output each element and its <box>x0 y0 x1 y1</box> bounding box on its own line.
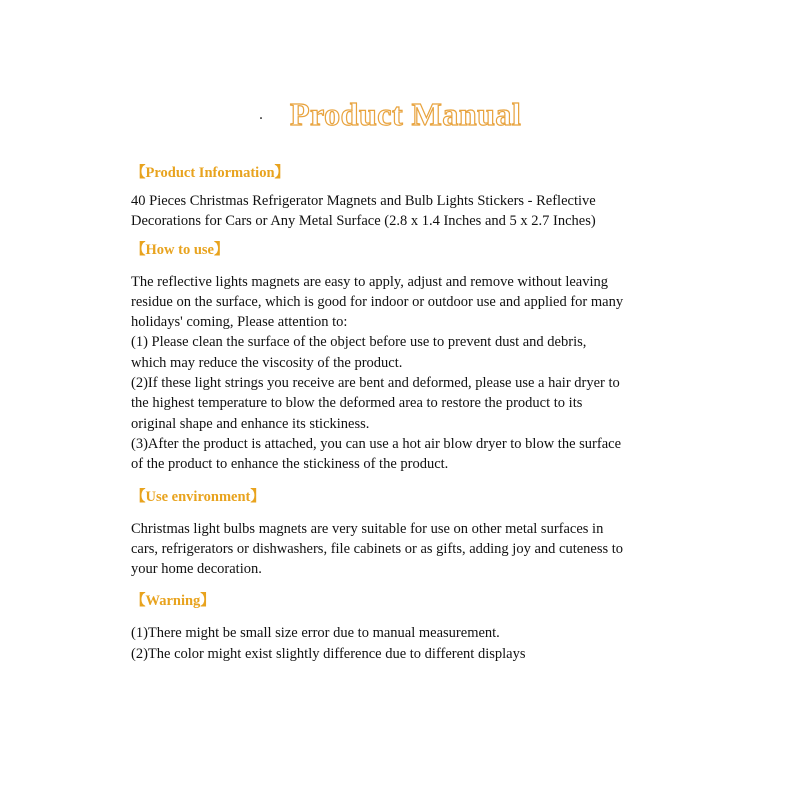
body-line: 40 Pieces Christmas Refrigerator Magnets and Bulb Lights Stickers - Reflective <box>131 193 596 209</box>
manual-content <box>131 163 671 664</box>
section-body-product-information <box>131 191 671 232</box>
body-line: The reflective lights magnets are easy to apply, adjust and remove without leaving <box>131 273 609 290</box>
body-line: (2)If these light strings you receive are bent and deformed, please use a hair dryer to <box>131 375 620 392</box>
body-line: the highest temperature to blow the deformed area to restore the product to its <box>131 395 583 412</box>
body-line: which may reduce the viscosity of the product. <box>131 354 403 371</box>
body-line: holidays' coming, Please attention to: <box>131 314 348 331</box>
body-line: (1)There might be small size error due to manual measurement. <box>131 625 500 642</box>
section-heading-warning: 【Warning】 <box>131 593 215 610</box>
body-line: residue on the surface, which is good for indoor or outdoor use and applied for many <box>131 293 624 310</box>
title-dot: . <box>259 106 263 123</box>
body-line: Decorations for Cars or Any Metal Surface (2.8 x 1.4 Inches and 5 x 2.7 Inches) <box>131 213 596 230</box>
body-line: (2)The color might exist slightly difference due to different displays <box>131 645 526 662</box>
section-heading-how-to-use: 【How to use】 <box>131 241 229 258</box>
section-heading-use-environment: 【Use environment】 <box>131 488 265 505</box>
body-line: (1) Please clean the surface of the object before use to prevent dust and debris, <box>131 334 587 351</box>
section-heading-product-information: 【Product Information】 <box>131 165 290 181</box>
section-body-warning <box>131 623 671 664</box>
body-line: your home decoration. <box>131 561 262 578</box>
body-line: of the product to enhance the stickiness of the product. <box>131 456 449 473</box>
body-line: original shape and enhance its stickiness. <box>131 415 370 432</box>
body-line: (3)After the product is attached, you can use a hot air blow dryer to blow the surface <box>131 435 622 452</box>
section-body-use-environment <box>131 519 671 580</box>
section-body-how-to-use <box>131 272 671 475</box>
title-row <box>0 92 800 142</box>
body-line: Christmas light bulbs magnets are very suitable for use on other metal surfaces in <box>131 520 604 537</box>
body-line: cars, refrigerators or dishwashers, file cabinets or as gifts, adding joy and cuteness to <box>131 540 624 557</box>
page-title: Product Manual <box>290 96 522 132</box>
